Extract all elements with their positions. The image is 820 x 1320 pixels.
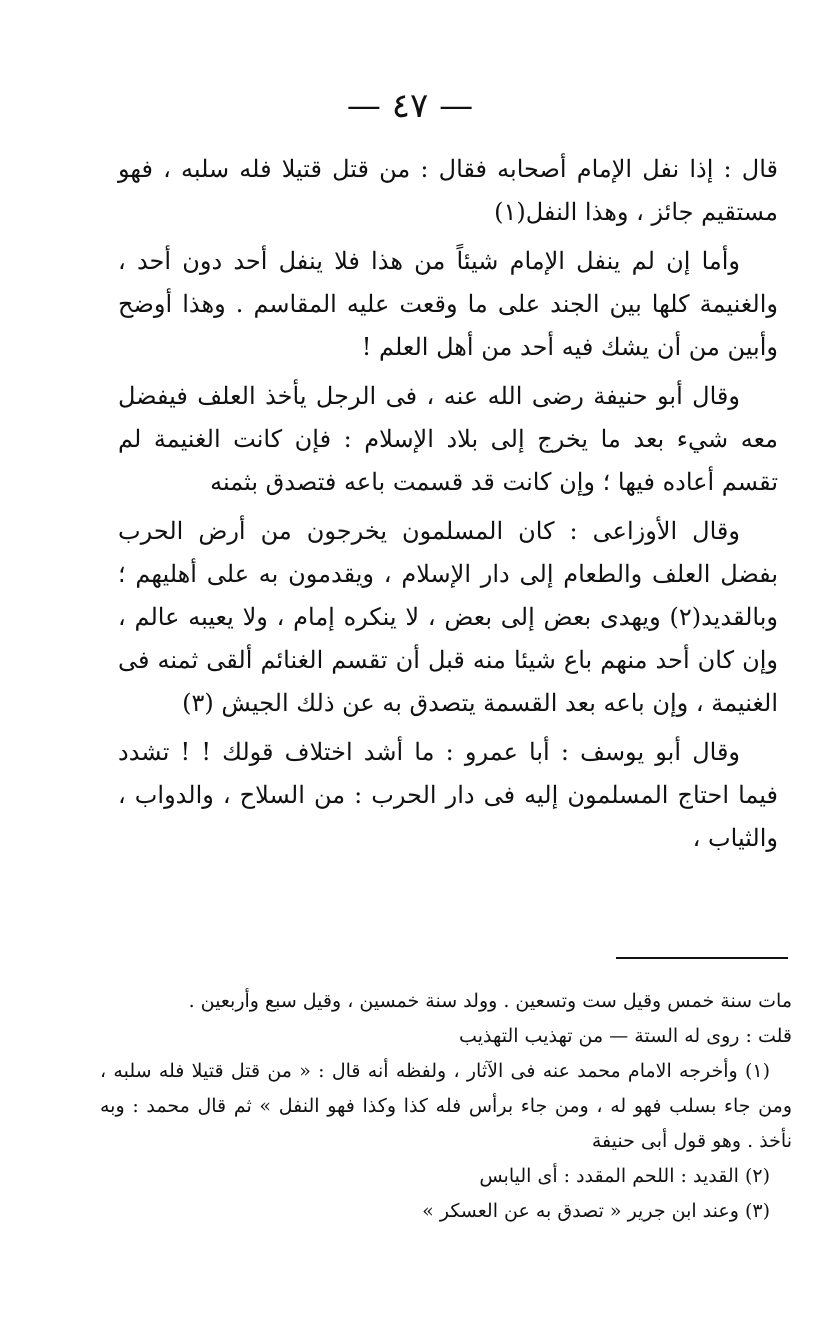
footnote-3: (٣) وعند ابن جرير « تصدق به عن العسكر » <box>422 1200 770 1222</box>
paragraph-2: وأما إن لم ينفل الإمام شيئاً من هذا فلا ينفل أحد دون أحد ، والغنيمة كلها بين الجند على ما وقعت عليه المقاسم . وهذا أوضح وأبين من أن يشك فيه أحد من أهل العلم ! <box>118 247 778 361</box>
paragraph-4: وقال الأوزاعى : كان المسلمون يخرجون من أرض الحرب بفضل العلف والطعام إلى دار الإسلام ، ويقدمون به على أهليهم ؛ وبالقديد(٢) ويهدى بعض إلى بعض ، لا ينكره إمام ، ولا يعيبه عالم ، وإن كان أحد منهم باع شيئا منه قبل أن تقسم الغنائم ألقى ثمنه فى الغنيمة ، وإن باعه بعد القسمة يتصدق به عن ذلك الجيش (٣) <box>118 517 778 717</box>
main-text <box>118 148 778 866</box>
paragraph-1: قال : إذا نفل الإمام أصحابه فقال : من قتل قتيلا فله سلبه ، فهو مستقيم جائز ، وهذا النفل(١) <box>118 155 778 226</box>
footnotes <box>100 984 792 1229</box>
footnote-divider <box>616 957 788 959</box>
footnote-carry-line-2: قلت : روى له الستة — من تهذيب التهذيب <box>459 1025 792 1047</box>
footnote-1: (١) وأخرجه الامام محمد عنه فى الآثار ، ولفظه أنه قال : « من قتل قتيلا فله سلبه ، ومن جاء بسلب فهو له ، ومن جاء برأس فله كذا وكذا فهو النفل » ثم قال محمد : وبه نأخذ . وهو قول أبى حنيفة <box>100 1060 792 1152</box>
paragraph-3: وقال أبو حنيفة رضى الله عنه ، فى الرجل يأخذ العلف فيفضل معه شيء بعد ما يخرج إلى بلاد الإسلام : فإن كانت الغنيمة لم تقسم أعاده فيها ؛ وإن كانت قد قسمت باعه فتصدق بثمنه <box>118 382 778 496</box>
footnote-2: (٢) القديد : اللحم المقدد : أى اليابس <box>479 1165 770 1187</box>
paragraph-5: وقال أبو يوسف : أبا عمرو : ما أشد اختلاف قولك ! ! تشدد فيما احتاج المسلمون إليه فى دار الحرب : من السلاح ، والدواب ، والثياب ، <box>118 738 778 852</box>
footnote-carry-line-1: مات سنة خمس وقيل ست وتسعين . وولد سنة خمسين ، وقيل سبع وأربعين . <box>188 990 792 1012</box>
page-number: — ٤٧ — <box>346 86 474 126</box>
